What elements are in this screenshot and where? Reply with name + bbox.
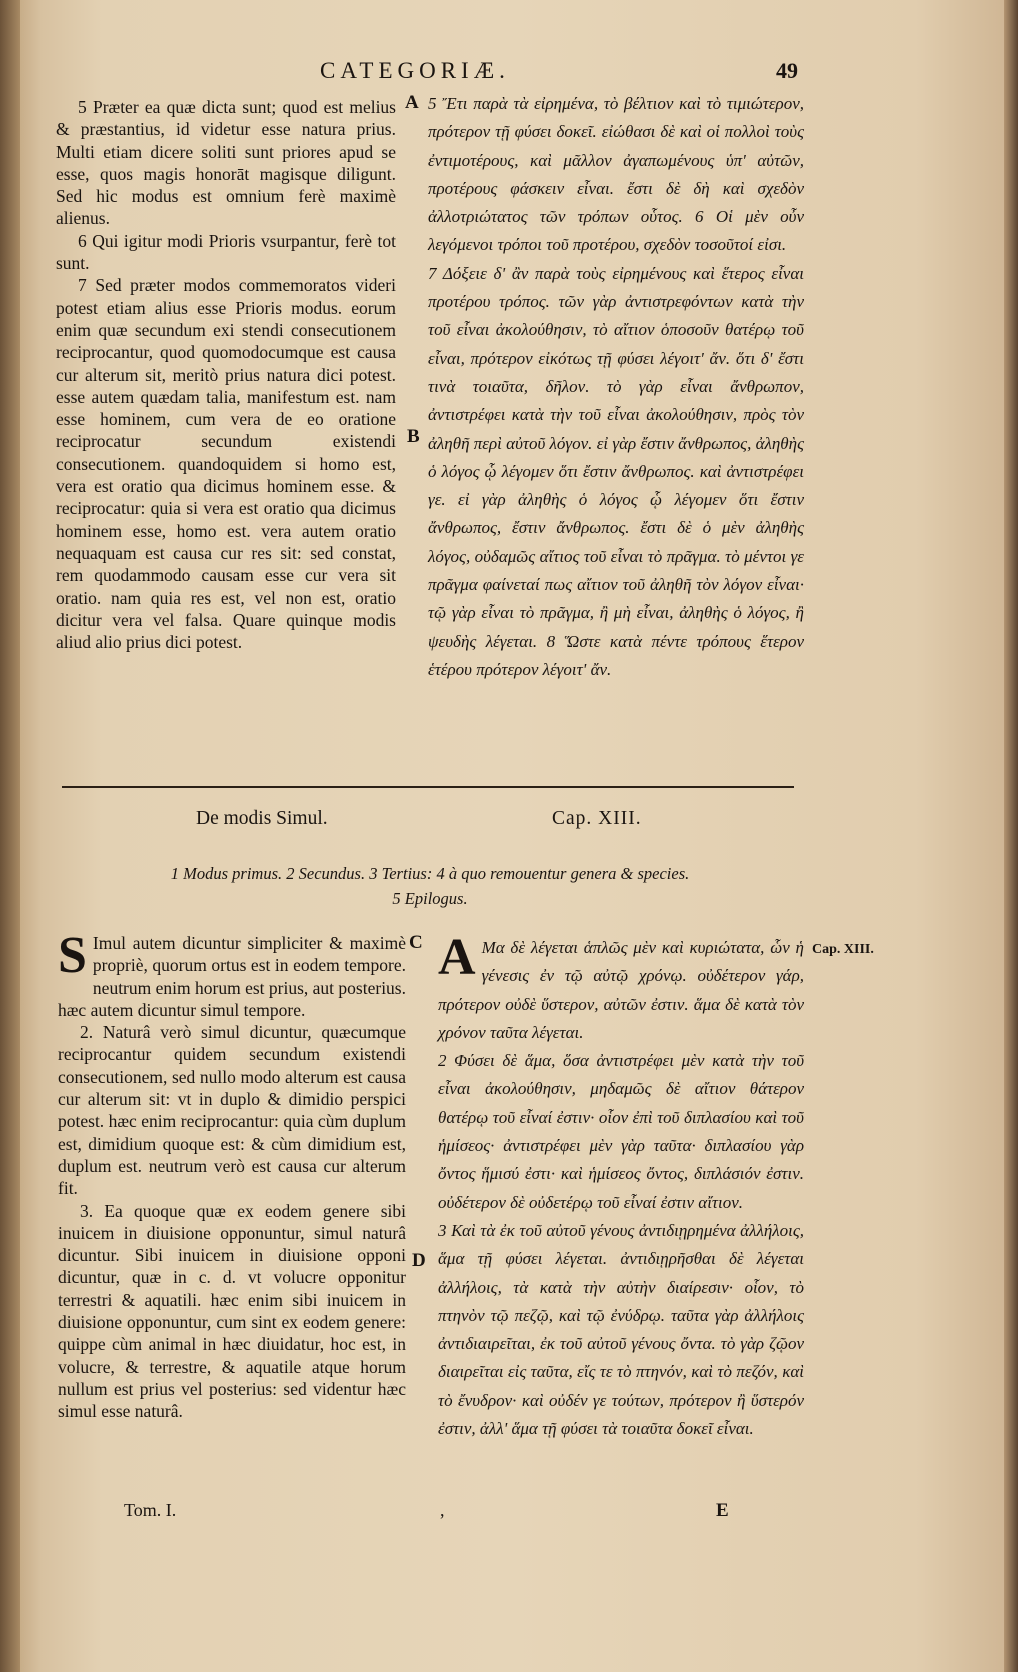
greek-paragraph-1-text: Μα δὲ λέγεται ἁπλῶς μὲν καὶ κυριώτατα, ὧν ἡ γένεσις ἐν τῷ αὐτῷ χρόνῳ. οὐδέτερον γάρ, πρότερον οὐδὲ ὕστερον, αὐτῶν ἐστιν. ἅμα δὲ κατὰ τὸν χρόνον ταῦτα λέγεται. [438, 938, 804, 1042]
page-gutter-shadow [0, 0, 20, 1672]
latin-paragraph-3: 3. Ea quoque quæ ex eodem genere sibi inuicem in diuisione opponuntur, simul naturâ dicuntur. Sibi inuicem in diuisione opponi dicuntur, quæ in c. d. vt volucre opponitur terrestri & aquatili. hæc enim sibi inuicem in diuisione opponuntur, cum sint ex eodem genere: quippe cùm animal in hæc diuidatur, hoc est, in volucre, & terrestre, & aquatile atque horum nullum est prius vel posterius: sed videntur hæc simul esse naturâ. [58, 1200, 406, 1422]
running-head: CATEGORIÆ. [320, 58, 510, 83]
greek-paragraph-1 [438, 929, 804, 1047]
greek-column-bottom [438, 929, 804, 1443]
latin-paragraph-1 [58, 927, 406, 1021]
margin-letter-e: E [716, 1500, 729, 1521]
greek-drop-cap: A [438, 929, 476, 986]
margin-chapter-note: Cap. XIII. [812, 942, 874, 957]
greek-paragraph-2: 2 Φύσει δὲ ἅμα, ὅσα ἀντιστρέφει μὲν κατὰ τὴν τοῦ εἶναι ἀκολούθησιν, μηδαμῶς δὲ αἴτιον θάτερον θατέρῳ τοῦ εἶναί ἐστιν· οἷον ἐπὶ τοῦ διπλασίου καὶ τοῦ ἡμίσεος· ἀντιστρέφει μὲν γὰρ ταῦτα· διπλασίου γὰρ ὄντος ἥμισύ ἐστι· καὶ ἡμίσεος ὄντος, διπλάσιόν ἐστιν. οὐδέτερον δὲ οὐδετέρῳ τοῦ εἶναί ἐστιν αἴτιον. [438, 1051, 804, 1212]
latin-paragraph-1-text: Imul autem dicuntur simpliciter & maximè propriè, quorum ortus est in eodem tempore. neutrum enim horum est prius, aut posterius. hæc autem dicuntur simul tempore. [58, 933, 406, 1020]
latin-column-bottom [58, 927, 406, 1423]
latin-column-top [56, 96, 396, 653]
greek-paragraph-3: 3 Καὶ τὰ ἐκ τοῦ αὐτοῦ γένους ἀντιδιῃρημένα ἀλλήλοις, ἅμα τῇ φύσει λέγεται. ἀντιδιῃρῆσθαι δὲ λέγεται ἀλλήλοις, τὰ κατὰ τὴν αὐτὴν διαίρεσιν· οἷον, τὸ πτηνὸν τῷ πεζῷ, καὶ τῷ ἐνύδρῳ. ταῦτα γὰρ ἀλλήλοις ἀντιδιαιρεῖται, ἐκ τοῦ αὐτοῦ γένους ὄντα. τὸ γὰρ ζῷον διαιρεῖται εἰς ταῦτα, εἴς τε τὸ πτηνόν, καὶ τὸ πεζόν, καὶ τὸ ἔνυδρον· καὶ οὐδέν γε τούτων, πρότερον ἢ ὕστερόν ἐστιν, ἀλλ' ἅμα τῇ φύσει τὰ τοιαῦτα δοκεῖ εἶναι. [438, 1220, 804, 1439]
chapter-summary [90, 861, 770, 911]
catchword-mark: , [440, 1500, 445, 1520]
greek-paragraph-5: 5 Ἔτι παρὰ τὰ εἰρημένα, τὸ βέλτιον καὶ τὸ τιμιώτερον, πρότερον τῇ φύσει δοκεῖ. εἰώθασι δὲ καὶ οἱ πολλοὶ τοὺς ἐντιμοτέρους, καὶ μᾶλλον ἀγαπωμένους ὑπ' αὐτῶν, προτέρους φάσκειν εἶναι. ἔστι δὲ δὴ καὶ σχεδὸν ἀλλοτριώτατος τῶν τρόπων οὗτος. 6 Οἱ μὲν οὖν λεγόμενοι τρόποι τοῦ προτέρου, σχεδὸν τοσοῦτοί εἰσι. [428, 94, 804, 255]
section-rule [62, 786, 794, 788]
page-number: 49 [776, 58, 798, 83]
signature-mark: Tom. I. [124, 1500, 177, 1520]
margin-letter-a: A [405, 92, 419, 113]
chapter-number: Cap. XIII. [552, 808, 642, 829]
margin-letter-c: C [409, 932, 423, 953]
summary-line-2: 5 Epilogus. [392, 889, 468, 908]
latin-paragraph-6: 6 Qui igitur modi Prioris vsurpantur, ferè tot sunt. [56, 230, 396, 274]
latin-drop-cap: S [58, 927, 87, 984]
summary-line-1: 1 Modus primus. 2 Secundus. 3 Tertius: 4 à quo remouentur genera & species. [170, 864, 690, 883]
margin-letter-b: B [407, 426, 420, 447]
greek-column-top [428, 90, 804, 684]
margin-letter-d: D [412, 1250, 426, 1271]
chapter-title: De modis Simul. [196, 808, 328, 829]
greek-paragraph-7: 7 Δόξειε δ' ἂν παρὰ τοὺς εἰρημένους καὶ ἕτερος εἶναι προτέρου τρόπος. τῶν γὰρ ἀντιστρεφόντων κατὰ τὴν τοῦ εἶναι ἀκολούθησιν, τὸ αἴτιον ὁποσοῦν θατέρῳ τοῦ εἶναι, πρότερον εἰκότως τῇ φύσει λέγοιτ' ἄν. ὅτι δ' ἔστι τινὰ τοιαῦτα, δῆλον. τὸ γὰρ εἶναι ἄνθρωπον, ἀντιστρέφει κατὰ τὴν τοῦ εἶναι ἀκολούθησιν, πρὸς τὸν ἀληθῆ περὶ αὐτοῦ λόγον. εἰ γὰρ ἔστιν ἄνθρωπος, ἀληθὴς ὁ λόγος ᾧ λέγομεν ὅτι ἔστιν ἄνθρωπος. καὶ ἀντιστρέφει γε. εἰ γὰρ ἀληθὴς ὁ λόγος ᾧ λέγομεν ὅτι ἔστιν ἄνθρωπος, ἔστιν ἄνθρωπος. ἔστι δὲ ὁ μὲν ἀληθὴς λόγος, οὐδαμῶς αἴτιος τοῦ εἶναι τὸ πρᾶγμα. τὸ μέντοι γε πρᾶγμα φαίνεταί πως αἴτιον τοῦ ἀληθῆ τὸν λόγον εἶναι· τῷ γὰρ εἶναι τὸ πρᾶγμα, ἢ μὴ εἶναι, ἀληθὴς ὁ λόγος, ἢ ψευδὴς λέγεται. 8 Ὥστε κατὰ πέντε τρόπους ἕτερον ἑτέρου πρότερον λέγοιτ' ἄν. [428, 263, 804, 679]
page-edge-shadow [1004, 0, 1018, 1672]
latin-paragraph-5: 5 Præter ea quæ dicta sunt; quod est melius & præstantius, id videtur esse natura prius. Multi etiam dicere soliti sunt priores apud se esse, quos magis honorāt magisque diligunt. Sed hic modus est omnium ferè maximè alienus. [56, 97, 396, 229]
latin-paragraph-2: 2. Naturâ verò simul dicuntur, quæcumque reciprocantur quidem secundum existendi consecutionem, sed nullo modo alterum est causa cur alterum sit: vt in duplo & dimidio perspici potest. hæc enim reciprocantur: quia cùm duplum est, dimidium quoque est: & cùm dimidium est, duplum est. neutrum verò est causa cur alterum fit. [58, 1022, 406, 1199]
latin-paragraph-7: 7 Sed præter modos commemoratos videri potest etiam alius esse Prioris modus. eorum enim quæ secundum exi stendi consecutionem reciprocantur, quod quomodocumque est causa cur alterum sit, meritò prius natura dici potest. esse autem quædam talia, manifestum est. nam esse hominem, cum vera de eo oratione reciprocatur secundum existendi consecutionem. quandoquidem si homo est, vera est oratio qua dicimus hominem esse. & reciprocatur: quia si vera est oratio qua dicimus hominem esse, homo est. vera autem oratio nequaquam est causa cur res sit: sed constat, rem quodammodo causam esse cur vera sit oratio. nam quia res est, vel non est, oratio dicitur vera vel falsa. Quare quinque modis aliud alio prius dici potest. [56, 275, 396, 653]
